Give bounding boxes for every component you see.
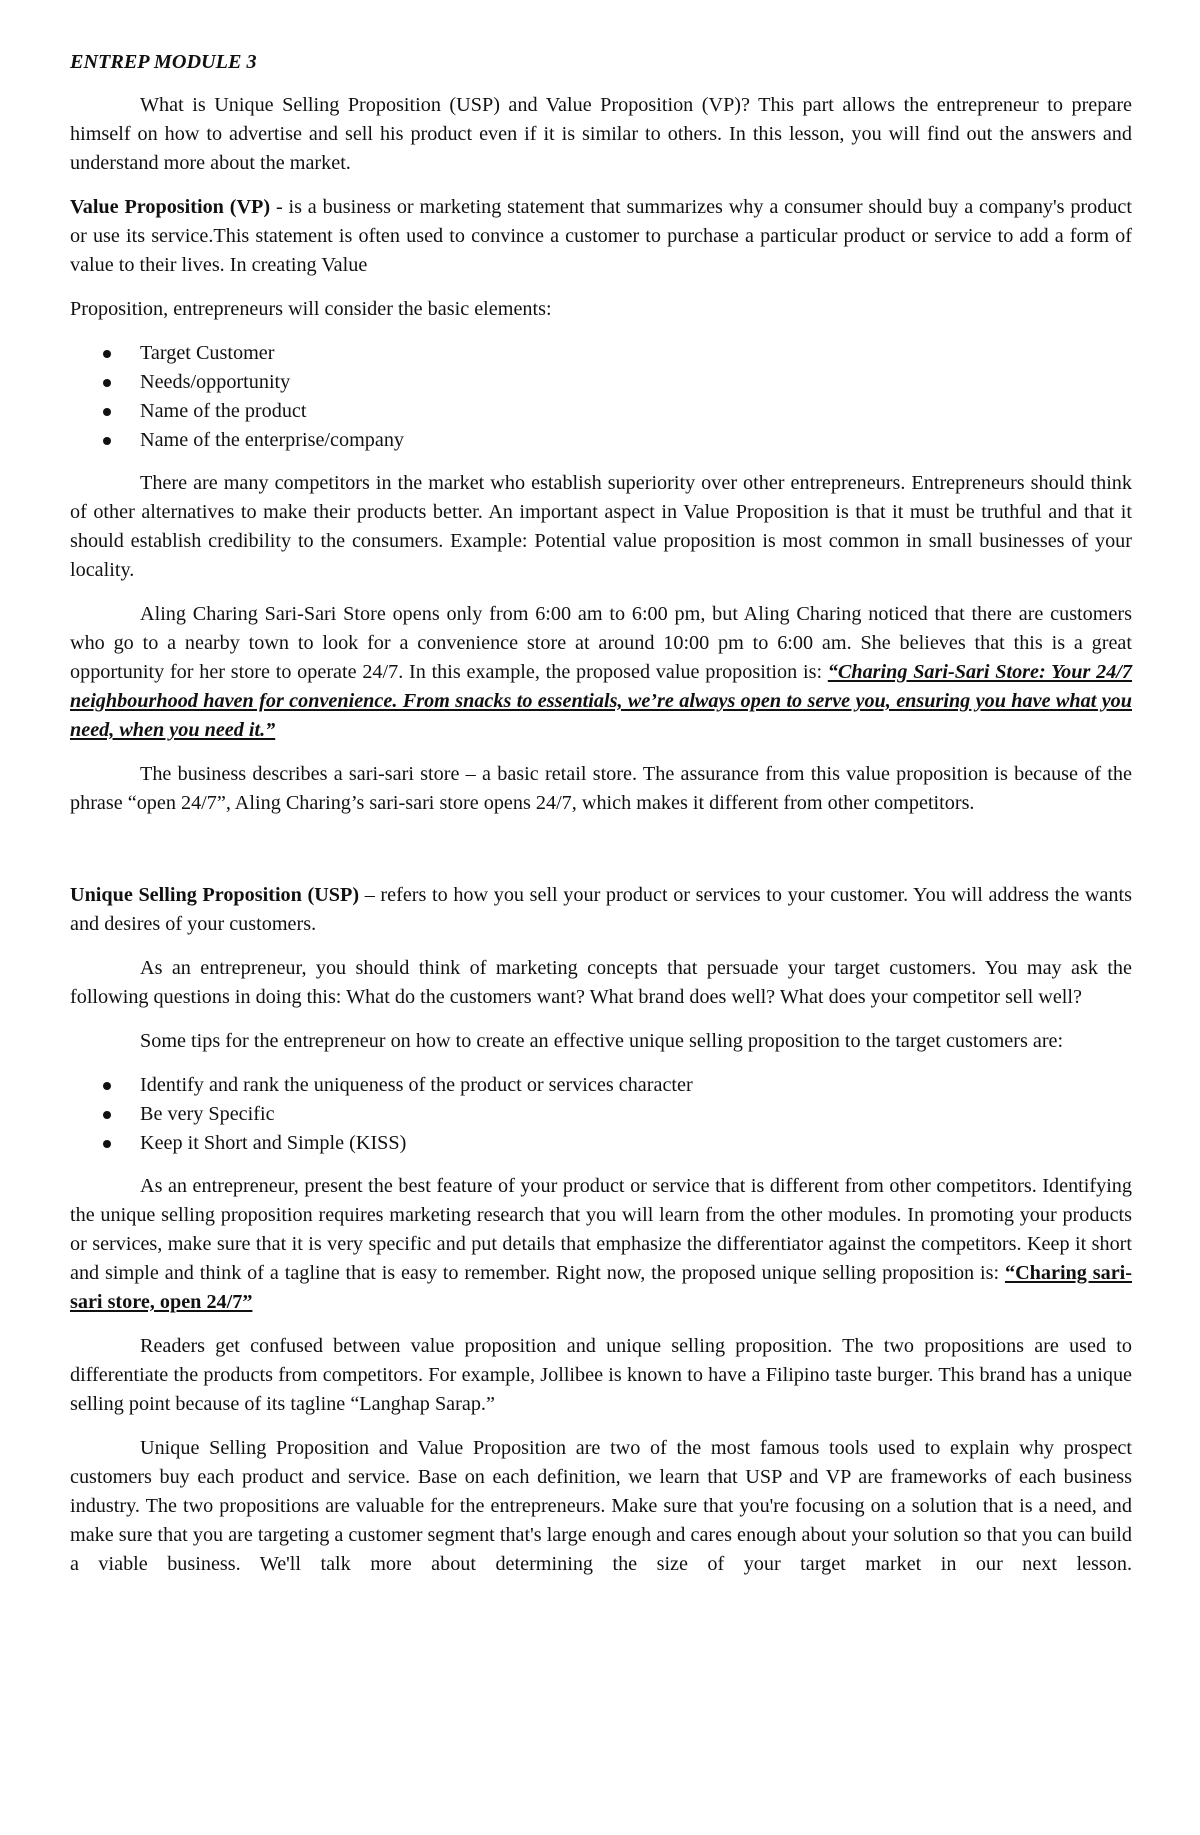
vp-definition-paragraph [70, 193, 1132, 280]
list-item: Keep it Short and Simple (KISS) [70, 1129, 1132, 1158]
list-item: Identify and rank the uniqueness of the product or services character [70, 1071, 1132, 1100]
vp-example-lead: Aling Charing Sari-Sari Store opens only from 6:00 am to 6:00 pm, but Aling Charing noticed that there are customers who go to a nearby town to look for a convenience store at around 10:00 pm to 6:00 am. She believes that this is a great opportunity for her store to operate 24/7. In this example, the proposed value proposition is: [70, 603, 1132, 683]
vp-competitors-paragraph: There are many competitors in the market who establish superiority over other entrepreneurs. Entrepreneurs should think of other alternatives to make their products better. An important aspect in Value Proposition is that it must be truthful and that it should establish credibility to the consumers. Example: Potential value proposition is most common in small businesses of your locality. [70, 472, 1132, 581]
usp-term: Unique Selling Proposition (USP) [70, 884, 360, 906]
bullet-icon [103, 1140, 111, 1148]
vp-example-paragraph [70, 600, 1132, 745]
module-title: ENTREP MODULE 3 [70, 51, 257, 73]
bullet-icon [103, 1082, 111, 1090]
bullet-icon [103, 408, 111, 416]
list-item: Name of the product [70, 397, 1132, 426]
list-item: Needs/opportunity [70, 368, 1132, 397]
list-item: Be very Specific [70, 1100, 1132, 1129]
list-item: Name of the enterprise/company [70, 426, 1132, 455]
usp-feature-paragraph [70, 1172, 1132, 1317]
usp-confusion-paragraph: Readers get confused between value proposition and unique selling proposition. The two propositions are used to differentiate the products from competitors. For example, Jollibee is known to have a Filipino taste burger. This brand has a unique selling point because of its tagline “Langhap Sarap.” [70, 1335, 1132, 1415]
list-item: Target Customer [70, 339, 1132, 368]
bullet-icon [103, 437, 111, 445]
usp-feature-statement: “Charing sari-sari store, open 24/7” [70, 1262, 1132, 1313]
usp-definition-paragraph [70, 881, 1132, 939]
vp-elements-list [70, 339, 1132, 455]
bullet-icon [103, 379, 111, 387]
section-spacer [70, 833, 1132, 881]
usp-marketing-paragraph: As an entrepreneur, you should think of marketing concepts that persuade your target customers. You may ask the following questions in doing this: What do the customers want? What brand does well? What does your competitor sell well? [70, 957, 1132, 1008]
bullet-icon [103, 350, 111, 358]
vp-explanation-paragraph: The business describes a sari-sari store – a basic retail store. The assurance from this value proposition is because of the phrase “open 24/7”, Aling Charing’s sari-sari store opens 24/7, which makes it different from other competitors. [70, 763, 1132, 814]
vp-example-statement: “Charing Sari-Sari Store: Your 24/7 neighbourhood haven for convenience. From snacks to essentials, we’re always open to serve you, ensuring you have what you need, when you need it.” [70, 661, 1132, 741]
usp-tips-list [70, 1071, 1132, 1158]
usp-feature-lead: As an entrepreneur, present the best feature of your product or service that is different from other competitors. Identifying the unique selling proposition requires marketing research that you will learn from the other modules. In promoting your products or services, make sure that it is very specific and put details that emphasize the differentiator against the competitors. Keep it short and simple and think of a tagline that is easy to remember. Right now, the proposed unique selling proposition is: [70, 1175, 1132, 1284]
usp-definition: – refers to how you sell your product or services to your customer. You will address the wants and desires of your customers. [70, 884, 1132, 935]
document-page [70, 48, 1132, 1594]
bullet-icon [103, 1111, 111, 1119]
usp-tips-lead: Some tips for the entrepreneur on how to create an effective unique selling proposition to the target customers are: [140, 1030, 1064, 1052]
vp-definition: - is a business or marketing statement that summarizes why a consumer should buy a company's product or use its service.This statement is often used to convince a customer to purchase a particular product or service to add a form of value to their lives. In creating Value [70, 196, 1133, 276]
usp-closing-paragraph: Unique Selling Proposition and Value Proposition are two of the most famous tools used to explain why prospect customers buy each product and service. Base on each definition, we learn that USP and VP are frameworks of each business industry. The two propositions are valuable for the entrepreneurs. Make sure that you're focusing on a solution that is a need, and make sure that you are targeting a customer segment that's large enough and cares enough about your solution so that you can build a viable business. We'll talk more about determining the size of your target market in our next lesson. [70, 1437, 1132, 1575]
vp-elements-lead: Proposition, entrepreneurs will consider the basic elements: [70, 298, 552, 320]
intro-paragraph: What is Unique Selling Proposition (USP) and Value Proposition (VP)? This part allows the entrepreneur to prepare himself on how to advertise and sell his product even if it is similar to others. In this lesson, you will find out the answers and understand more about the market. [70, 94, 1132, 174]
vp-term: Value Proposition (VP) [70, 196, 271, 218]
